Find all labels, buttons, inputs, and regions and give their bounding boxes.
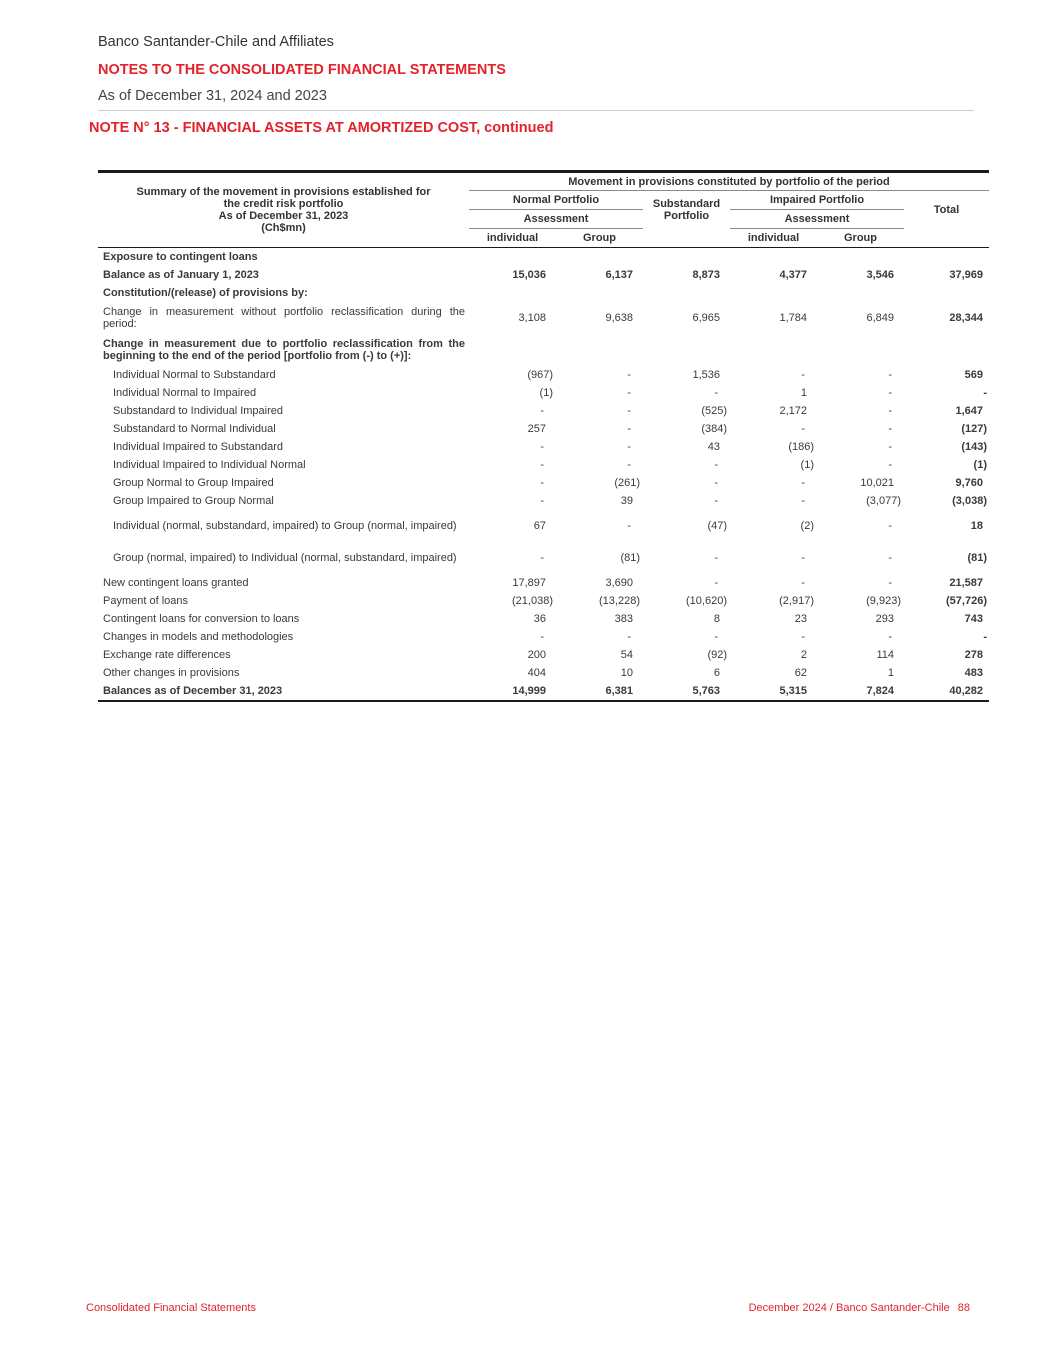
table-row <box>98 542 989 574</box>
value-cell: - <box>888 441 892 453</box>
substandard-header-line: Portfolio <box>663 209 710 222</box>
row-label: Other changes in provisions <box>103 667 240 679</box>
total-cell: 21,587 <box>949 577 983 589</box>
footer-period: December 2024 / Banco Santander-Chile <box>748 1302 950 1314</box>
value-cell: (13,228) <box>599 595 640 607</box>
impaired-assessment-header: Assessment <box>730 210 904 229</box>
total-cell: 569 <box>964 369 983 381</box>
value-cell: 6 <box>713 667 720 679</box>
value-cell: - <box>801 552 805 564</box>
value-cell: 6,965 <box>692 312 720 324</box>
value-cell <box>469 334 556 366</box>
value-cell: - <box>540 477 544 489</box>
value-cell: - <box>540 552 544 564</box>
value-cell: 1 <box>887 667 894 679</box>
value-cell: (1) <box>539 387 553 399</box>
total-cell: (57,726) <box>946 595 987 607</box>
value-cell: 54 <box>620 649 633 661</box>
header-divider <box>98 110 974 111</box>
value-cell: - <box>801 369 805 381</box>
value-cell: - <box>714 495 718 507</box>
value-cell: (967) <box>527 369 553 381</box>
value-cell: - <box>888 405 892 417</box>
value-cell <box>556 284 643 302</box>
total-cell: 18 <box>970 520 983 532</box>
value-cell: - <box>540 459 544 471</box>
value-cell: 14,999 <box>512 685 546 697</box>
total-cell <box>904 334 989 366</box>
value-cell <box>730 284 817 302</box>
total-cell <box>904 248 989 267</box>
value-cell: 383 <box>614 613 633 625</box>
total-cell: 278 <box>964 649 983 661</box>
value-cell <box>469 284 556 302</box>
value-cell <box>817 248 904 267</box>
table-row <box>98 284 989 302</box>
table-row <box>98 266 989 284</box>
value-cell: - <box>888 423 892 435</box>
table-row <box>98 474 989 492</box>
value-cell: - <box>714 577 718 589</box>
note-title: NOTE N° 13 - FINANCIAL ASSETS AT AMORTIZED COST, continued <box>89 120 554 136</box>
company-name: Banco Santander-Chile and Affiliates <box>98 34 334 50</box>
value-cell: - <box>888 387 892 399</box>
impaired-portfolio-header: Impaired Portfolio <box>730 191 904 210</box>
total-cell: (81) <box>967 552 987 564</box>
value-cell: - <box>888 520 892 532</box>
table-row <box>98 492 989 510</box>
table-row <box>98 420 989 438</box>
value-cell <box>469 248 556 267</box>
total-cell: (143) <box>961 441 987 453</box>
value-cell: - <box>540 441 544 453</box>
value-cell: 36 <box>533 613 546 625</box>
value-cell: 3,690 <box>605 577 633 589</box>
value-cell <box>817 284 904 302</box>
value-cell: - <box>627 387 631 399</box>
value-cell: - <box>627 441 631 453</box>
row-label: Contingent loans for conversion to loans <box>103 613 300 625</box>
page-number: 88 <box>957 1302 970 1314</box>
impaired-individual-header: individual <box>730 229 817 248</box>
value-cell: 257 <box>527 423 546 435</box>
total-blank-header <box>904 229 989 248</box>
row-label: Individual Impaired to Substandard <box>113 441 283 453</box>
value-cell: 5,315 <box>779 685 807 697</box>
value-cell: (186) <box>788 441 814 453</box>
value-cell: 2 <box>800 649 807 661</box>
value-cell: 8,873 <box>692 269 720 281</box>
value-cell: - <box>801 577 805 589</box>
table-row <box>98 402 989 420</box>
total-cell: 37,969 <box>949 269 983 281</box>
value-cell: (47) <box>707 520 727 532</box>
value-cell: - <box>888 552 892 564</box>
table-row <box>98 592 989 610</box>
value-cell: (9,923) <box>866 595 901 607</box>
table-row <box>98 438 989 456</box>
value-cell: 23 <box>794 613 807 625</box>
value-cell: - <box>801 631 805 643</box>
value-cell: - <box>801 495 805 507</box>
value-cell: - <box>627 423 631 435</box>
table-row <box>98 366 989 384</box>
row-label: Individual Normal to Impaired <box>113 387 257 399</box>
value-cell: 2,172 <box>779 405 807 417</box>
normal-portfolio-header: Normal Portfolio <box>469 191 643 210</box>
value-cell: 200 <box>527 649 546 661</box>
value-cell: - <box>888 631 892 643</box>
substandard-portfolio-header <box>643 191 730 229</box>
value-cell: 67 <box>533 520 546 532</box>
table-row <box>98 628 989 646</box>
value-cell: - <box>714 552 718 564</box>
value-cell: (21,038) <box>512 595 553 607</box>
provisions-movement-table <box>98 170 989 702</box>
row-label: Group Impaired to Group Normal <box>113 495 274 507</box>
value-cell: - <box>627 459 631 471</box>
value-cell: 39 <box>620 495 633 507</box>
table-row <box>98 574 989 592</box>
value-cell: 3,108 <box>518 312 546 324</box>
row-label: Exposure to contingent loans <box>103 251 258 263</box>
row-label: Substandard to Individual Impaired <box>113 405 283 417</box>
value-cell: - <box>627 631 631 643</box>
row-label: Balance as of January 1, 2023 <box>103 269 259 281</box>
impaired-group-header: Group <box>817 229 904 248</box>
value-cell: 404 <box>527 667 546 679</box>
table-body <box>98 248 989 702</box>
table-row <box>98 302 989 334</box>
as-of-date: As of December 31, 2024 and 2023 <box>98 88 327 104</box>
table-row <box>98 664 989 682</box>
value-cell <box>556 334 643 366</box>
value-cell: (10,620) <box>686 595 727 607</box>
value-cell <box>817 334 904 366</box>
total-cell: 28,344 <box>949 312 983 324</box>
row-label: Payment of loans <box>103 595 188 607</box>
row-label: Substandard to Normal Individual <box>113 423 276 435</box>
value-cell: 6,849 <box>866 312 894 324</box>
row-label: Change in measurement due to portfolio reclassification from the beginning to the end of the period [portfolio from (-) to (+)]: <box>103 338 465 362</box>
value-cell: 15,036 <box>512 269 546 281</box>
value-cell: 1,784 <box>779 312 807 324</box>
normal-group-header: Group <box>556 229 643 248</box>
total-cell: 40,282 <box>949 685 983 697</box>
total-cell: 743 <box>964 613 983 625</box>
value-cell: - <box>714 631 718 643</box>
value-cell: - <box>888 459 892 471</box>
value-cell: 1,536 <box>692 369 720 381</box>
table-row <box>98 682 989 701</box>
value-cell: 4,377 <box>779 269 807 281</box>
total-cell: (3,038) <box>952 495 987 507</box>
value-cell: (525) <box>701 405 727 417</box>
row-label: Balances as of December 31, 2023 <box>103 685 283 697</box>
value-cell: 1 <box>800 387 807 399</box>
table-row <box>98 334 989 366</box>
value-cell <box>730 334 817 366</box>
value-cell: - <box>627 520 631 532</box>
total-cell: (1) <box>973 459 987 471</box>
value-cell: - <box>714 387 718 399</box>
row-label: Individual Impaired to Individual Normal <box>113 459 306 471</box>
value-cell: 43 <box>707 441 720 453</box>
value-cell: - <box>627 405 631 417</box>
value-cell: (1) <box>800 459 814 471</box>
total-cell: 1,647 <box>955 405 983 417</box>
value-cell <box>730 248 817 267</box>
value-cell <box>643 334 730 366</box>
substandard-blank-header <box>643 229 730 248</box>
row-label: Group Normal to Group Impaired <box>113 477 274 489</box>
substandard-header-line: Substandard <box>652 197 721 210</box>
value-cell: - <box>801 423 805 435</box>
value-cell: 10 <box>620 667 633 679</box>
row-label: New contingent loans granted <box>103 577 249 589</box>
normal-individual-header: individual <box>469 229 556 248</box>
value-cell: - <box>714 459 718 471</box>
footer-right <box>749 1302 970 1314</box>
value-cell: 293 <box>875 613 894 625</box>
value-cell: 17,897 <box>512 577 546 589</box>
value-cell: - <box>714 477 718 489</box>
value-cell: - <box>801 477 805 489</box>
value-cell: 7,824 <box>866 685 894 697</box>
value-cell: 9,638 <box>605 312 633 324</box>
value-cell: - <box>540 495 544 507</box>
value-cell: 3,546 <box>866 269 894 281</box>
summary-header-line: (Ch$mn) <box>261 222 306 234</box>
row-label: Changes in models and methodologies <box>103 631 294 643</box>
row-label: Exchange rate differences <box>103 649 231 661</box>
table-row <box>98 384 989 402</box>
value-cell: (92) <box>707 649 727 661</box>
value-cell: (384) <box>701 423 727 435</box>
value-cell: - <box>888 369 892 381</box>
notes-title: NOTES TO THE CONSOLIDATED FINANCIAL STATEMENTS <box>98 62 506 78</box>
value-cell: (2,917) <box>779 595 814 607</box>
value-cell <box>643 248 730 267</box>
value-cell: 10,021 <box>860 477 894 489</box>
value-cell: 114 <box>876 649 894 661</box>
total-cell: (127) <box>961 423 987 435</box>
normal-assessment-header: Assessment <box>469 210 643 229</box>
table-row <box>98 646 989 664</box>
movement-header: Movement in provisions constituted by portfolio of the period <box>469 172 989 191</box>
total-cell: - <box>983 631 987 643</box>
row-label: Group (normal, impaired) to Individual (normal, substandard, impaired) <box>113 552 457 564</box>
table-row <box>98 456 989 474</box>
value-cell: (261) <box>614 477 640 489</box>
row-label: Change in measurement without portfolio reclassification during the period: <box>103 306 465 330</box>
total-cell: - <box>983 387 987 399</box>
row-label: Individual Normal to Substandard <box>113 369 276 381</box>
value-cell: (3,077) <box>866 495 901 507</box>
summary-header-line: the credit risk portfolio <box>223 198 344 210</box>
value-cell: (81) <box>620 552 640 564</box>
table-row <box>98 248 989 267</box>
summary-header-line: As of December 31, 2023 <box>218 210 349 222</box>
value-cell: - <box>627 369 631 381</box>
summary-header-line: Summary of the movement in provisions established for <box>136 186 431 198</box>
value-cell: - <box>540 631 544 643</box>
total-cell: 483 <box>964 667 983 679</box>
table-header <box>98 172 989 248</box>
value-cell: - <box>540 405 544 417</box>
value-cell: (2) <box>800 520 814 532</box>
value-cell: 6,381 <box>605 685 633 697</box>
value-cell <box>556 248 643 267</box>
total-cell <box>904 284 989 302</box>
row-label: Individual (normal, substandard, impaired) to Group (normal, impaired) <box>113 520 457 532</box>
row-label: Constitution/(release) of provisions by: <box>103 287 308 299</box>
value-cell: 8 <box>713 613 720 625</box>
value-cell: - <box>888 577 892 589</box>
value-cell: 6,137 <box>605 269 633 281</box>
table-row <box>98 610 989 628</box>
value-cell <box>643 284 730 302</box>
total-cell: 9,760 <box>955 477 983 489</box>
summary-header <box>98 172 469 248</box>
value-cell: 5,763 <box>692 685 720 697</box>
value-cell: 62 <box>794 667 807 679</box>
footer-document-title: Consolidated Financial Statements <box>86 1302 256 1314</box>
table-row <box>98 510 989 542</box>
total-header: Total <box>933 203 960 216</box>
